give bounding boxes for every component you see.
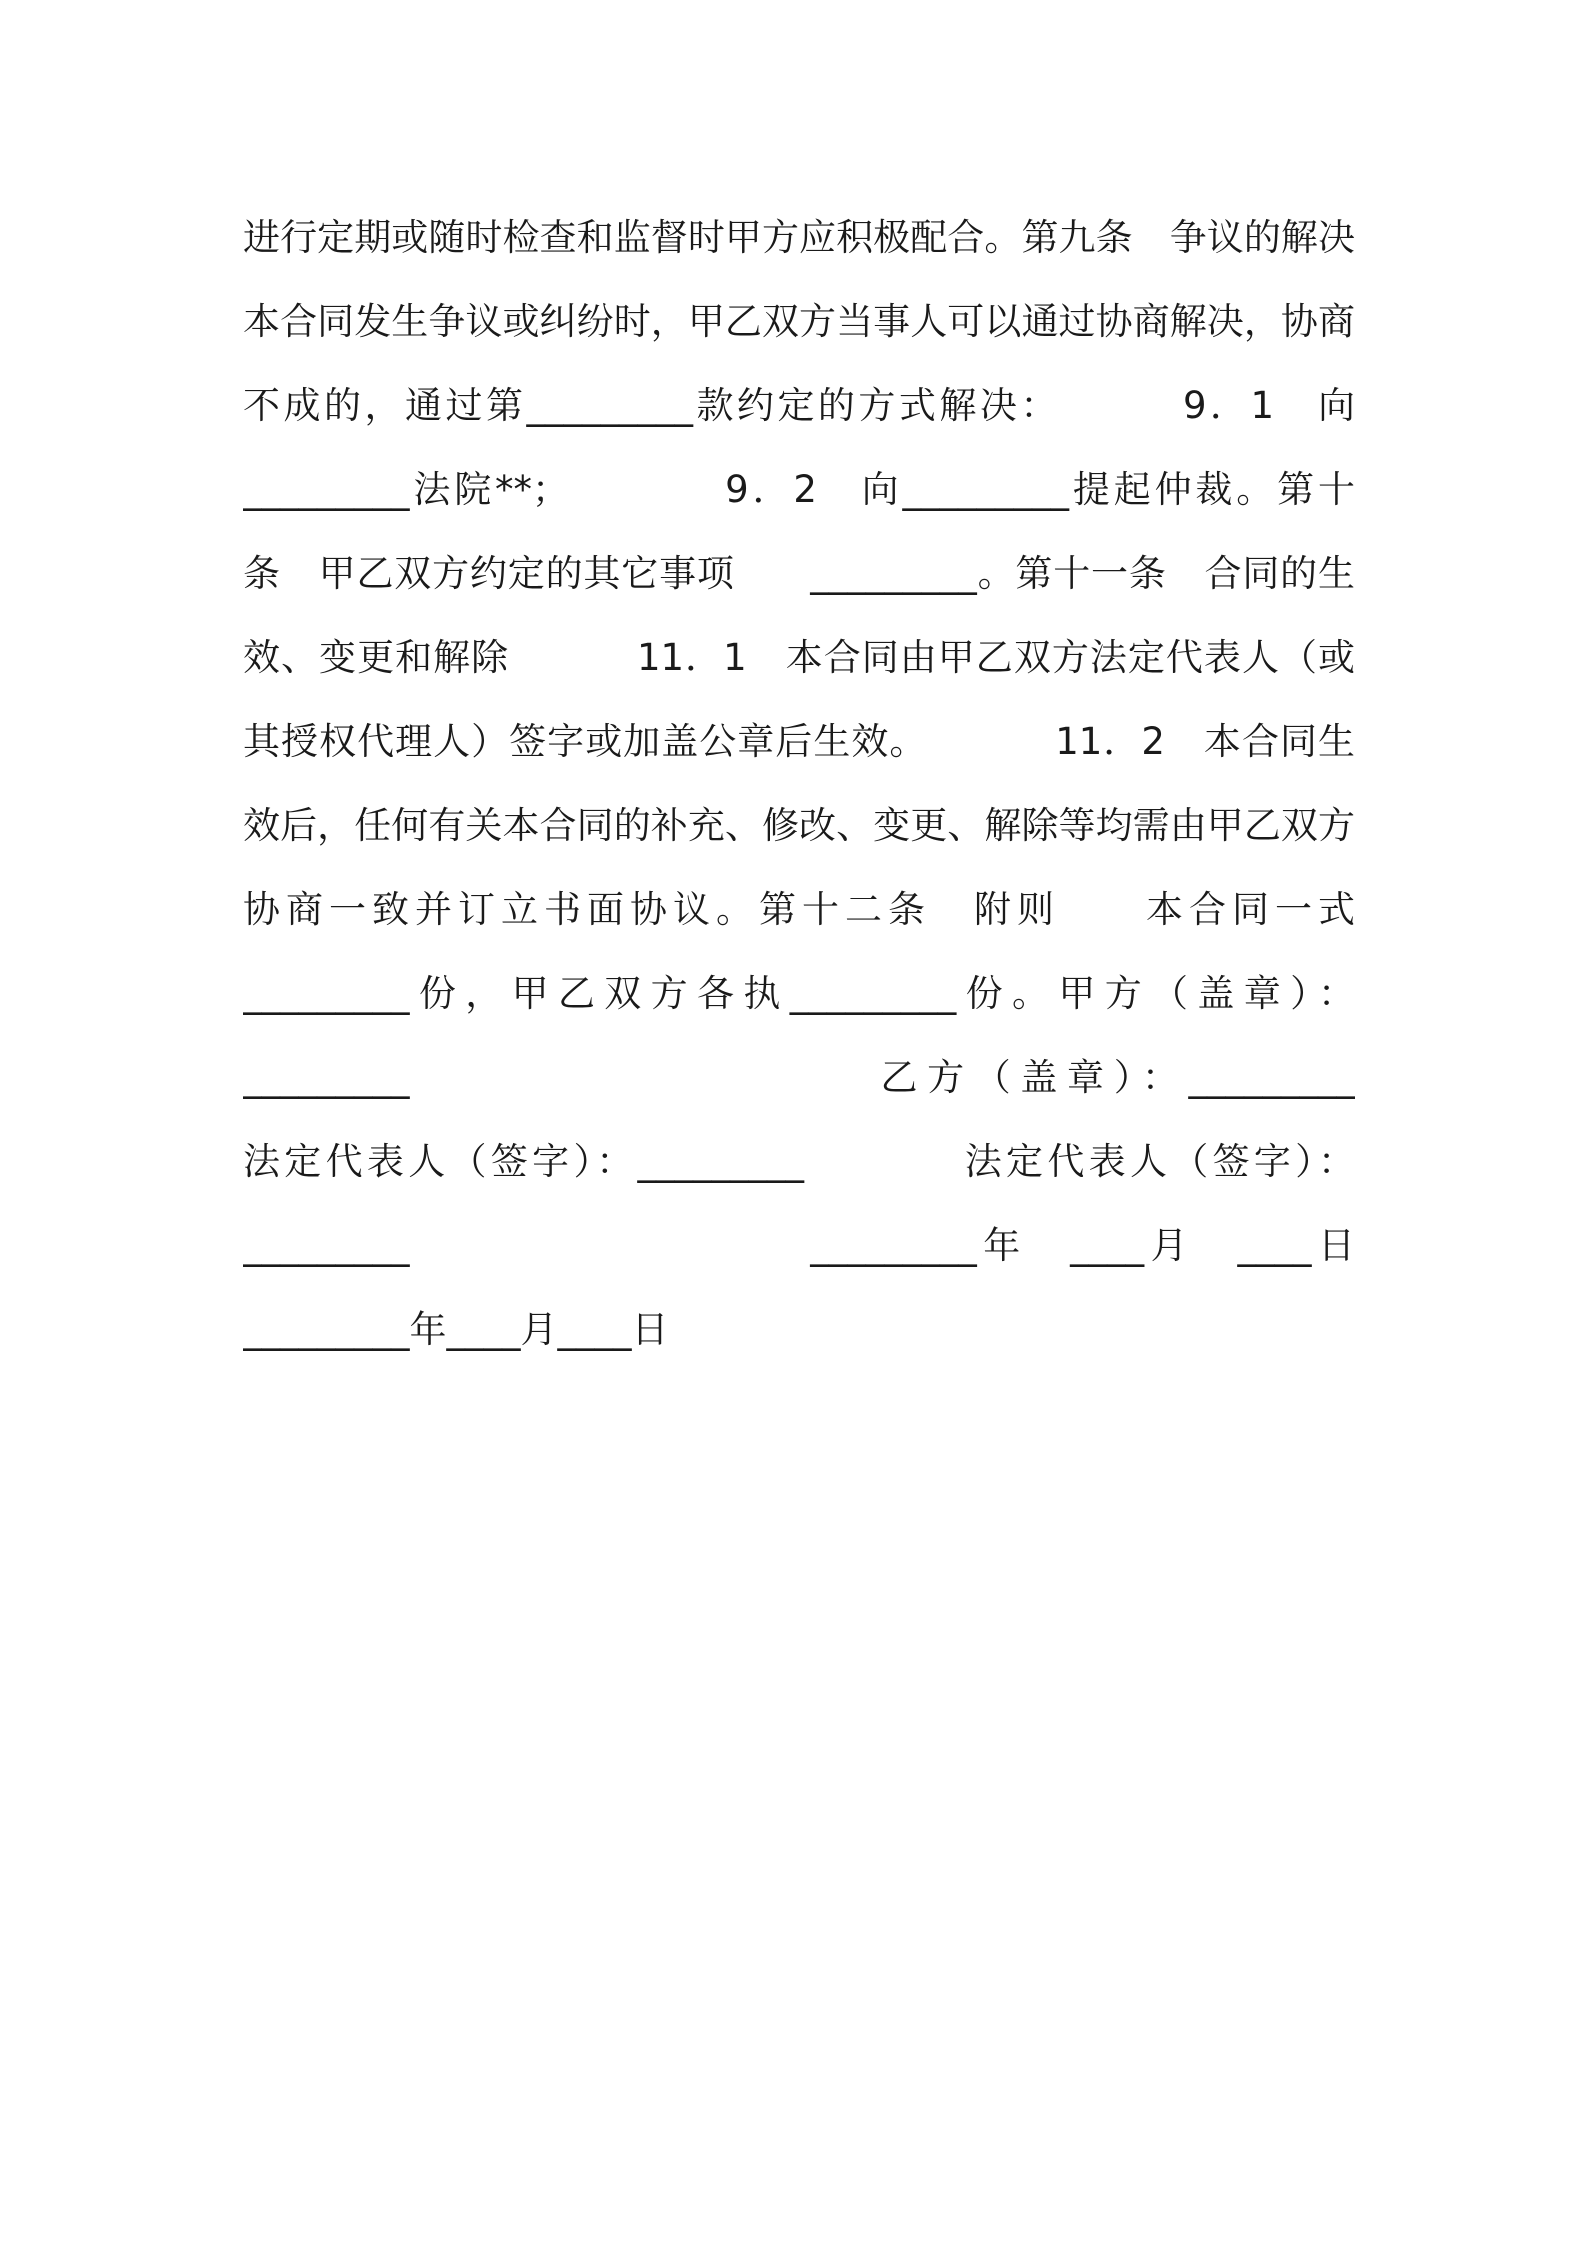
text-line: _________法院**； 9．2 向_________提起仲裁。第十 <box>243 468 1355 511</box>
signature-line-representative: 法定代表人（签字）：_________ 法定代表人（签字）： <box>243 1140 1355 1183</box>
text-line: 本合同发生争议或纠纷时，甲乙双方当事人可以通过协商解决，协商 <box>243 300 1355 343</box>
text-line: 协商一致并订立书面协议。第十二条 附则 本合同一式 <box>243 888 1355 931</box>
text-line: 条 甲乙双方约定的其它事项 _________。第十一条 合同的生 <box>243 552 1355 595</box>
contract-text <box>243 196 1355 1372</box>
text-line: 其授权代理人）签字或加盖公章后生效。 11．2 本合同生 <box>243 720 1355 763</box>
text-line: 不成的，通过第_________款约定的方式解决： 9．1 向 <box>243 384 1355 427</box>
text-line: 效后，任何有关本合同的补充、修改、变更、解除等均需由甲乙双方 <box>243 804 1355 847</box>
text-line: 效、变更和解除 11．1 本合同由甲乙双方法定代表人（或 <box>243 636 1355 679</box>
date-line: _________ _________年 ____月 ____日 <box>243 1224 1355 1267</box>
signature-line-party-b: _________ 乙方（盖章）：_________ <box>243 1056 1355 1099</box>
text-line: _________份，甲乙双方各执_________份。甲方（盖章）： <box>243 972 1355 1015</box>
date-line-last: _________年____月____日 <box>243 1308 669 1351</box>
text-line: 进行定期或随时检查和监督时甲方应积极配合。第九条 争议的解决 <box>243 216 1355 259</box>
